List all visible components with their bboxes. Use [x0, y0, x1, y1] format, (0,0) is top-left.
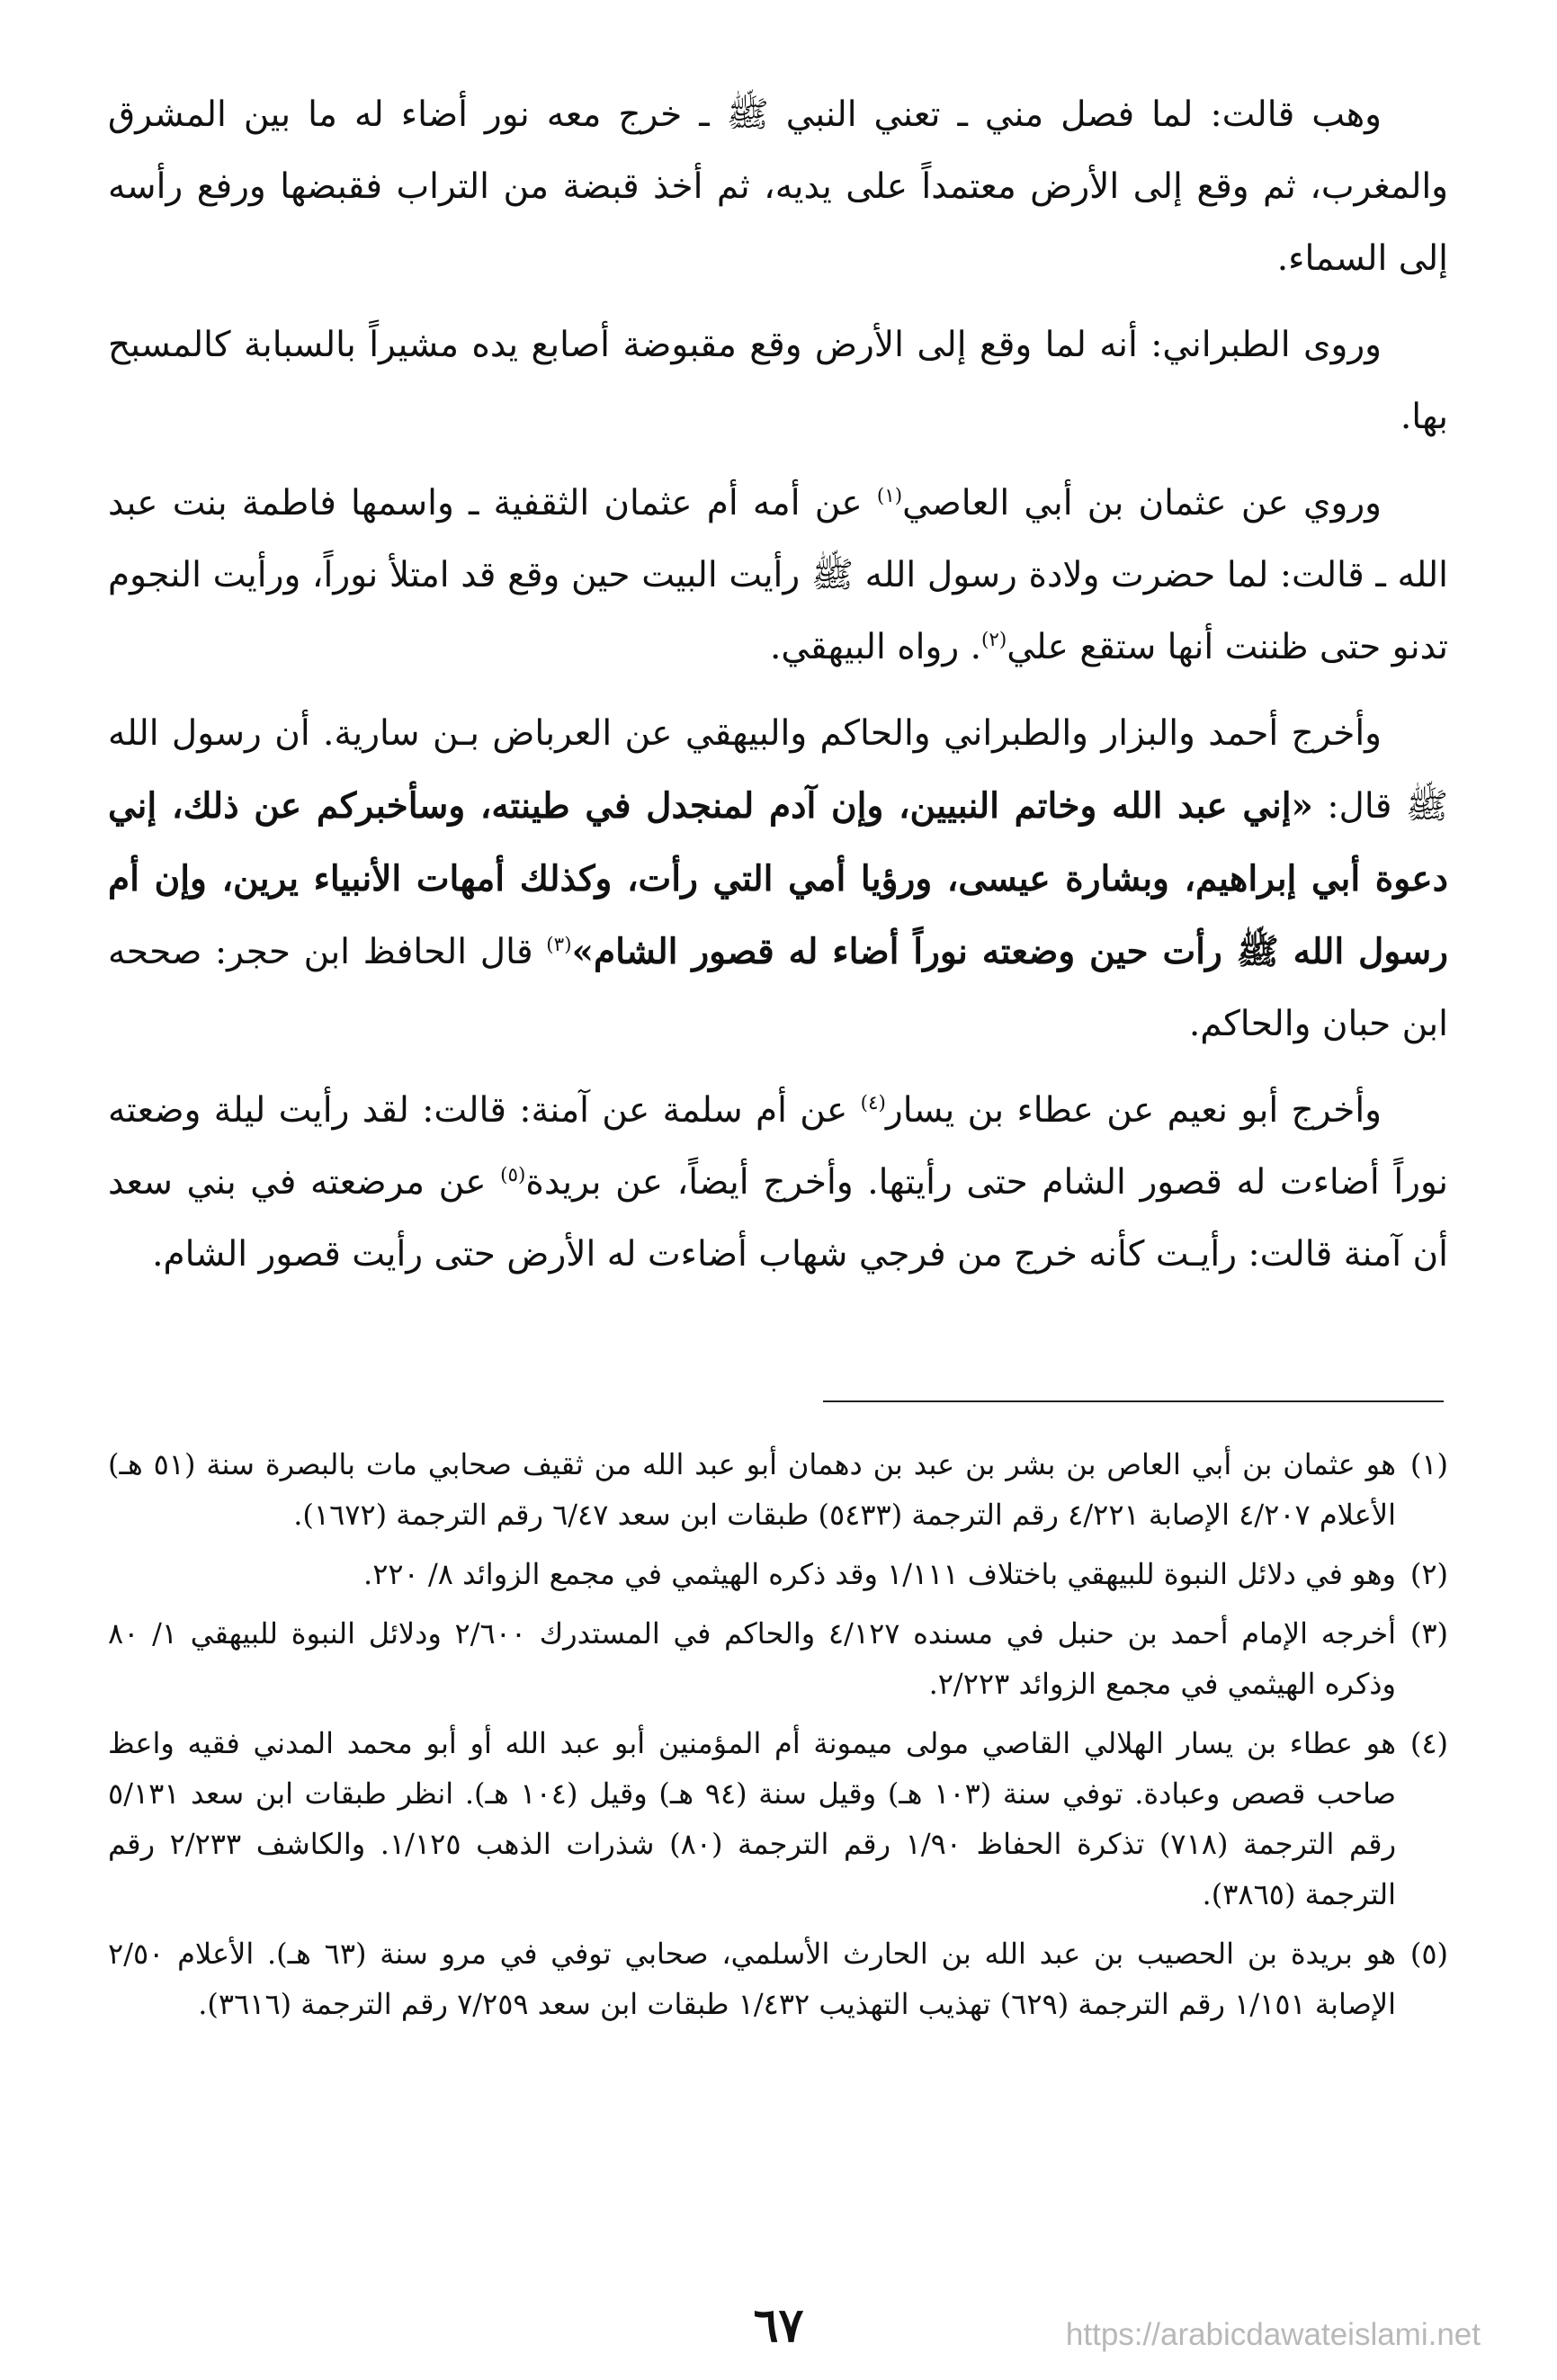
- paragraph-1: [108, 79, 1448, 295]
- paragraph-5: [108, 1075, 1448, 1291]
- paragraph-5-text-a: وأخرج أبو نعيم عن عطاء بن يسار: [885, 1090, 1382, 1131]
- paragraph-2: [108, 309, 1448, 453]
- footnote-ref-5[interactable]: (٥): [500, 1164, 526, 1186]
- footnote-number: (١): [1409, 1447, 1448, 1481]
- paragraph-5-text-b: عن أم سلمة عن آمنة: قالت: لقد رأيت ليلة وضعته نوراً أضاءت له قصور الشام حتى رأيتها. وأخرج أيضاً، عن بريدة: [108, 1090, 1449, 1203]
- footnote: [108, 1608, 1448, 1709]
- footnote-divider: [823, 1400, 1444, 1402]
- paragraph-2-text: وروى الطبراني: أنه لما وقع إلى الأرض وقع مقبوضة أصابع يده مشيراً بالسبابة كالمسبح بها.: [108, 325, 1448, 437]
- footnote-ref-4[interactable]: (٤): [860, 1092, 886, 1114]
- paragraph-5-text-c: عن مرضعته في بني سعد أن آمنة قالت: رأيـت كأنه خرج من فرجي شهاب أضاءت له الأرض حتى رأيت قصور الشام.: [108, 1162, 1448, 1275]
- footnote-number: (٢): [1409, 1557, 1448, 1591]
- footnote-ref-1[interactable]: (١): [876, 485, 903, 507]
- footnote-text: هو عثمان بن أبي العاص بن بشر بن عبد بن دهمان أبو عبد الله من ثقيف صحابي مات بالبصرة سنة (٥١ هـ) الأعلام ٤/٢٠٧ الإصابة ٤/٢٢١ رقم الترجمة (٥٤٣٣) طبقات ابن سعد ٦/٤٧ رقم الترجمة (١٦٧٢).: [108, 1447, 1397, 1532]
- footnote-text: أخرجه الإمام أحمد بن حنبل في مسنده ٤/١٢٧ والحاكم في المستدرك ٢/٦٠٠ ودلائل النبوة للبيهقي ١/ ٨٠ وذكره الهيثمي في مجمع الزوائد ٢/٢٢٣.: [108, 1616, 1397, 1701]
- page-number: ٦٧: [753, 2298, 804, 2353]
- watermark-url: https://arabicdawateislami.net: [1065, 2317, 1481, 2352]
- footnote-text: هو عطاء بن يسار الهلالي القاصي مولى ميمونة أم المؤمنين أبو عبد الله أو أبو محمد المدني فقيه واعظ صاحب قصص وعبادة. توفي سنة (١٠٣ هـ) وقيل سنة (٩٤ هـ) وقيل (١٠٤ هـ). انظر طبقات ابن سعد ٥/١٣١ رقم الترجمة (٧١٨) تذكرة الحفاظ ١/٩٠ رقم الترجمة (٨٠) شذرات الذهب ١/١٢٥. والكاشف ٢/٢٣٣ رقم الترجمة (٣٨٦٥).: [108, 1726, 1397, 1911]
- paragraph-3-text-b: عن أمه أم عثمان الثقفية ـ واسمها فاطمة بنت عبد الله ـ قالت: لما حضرت ولادة رسول الله ﷺ رأيت البيت حين وقع قد امتلأ نوراً، ورأيت النجوم تدنو حتى ظننت أنها ستقع علي: [108, 483, 1448, 667]
- footnote: [108, 1718, 1448, 1919]
- footnote: [108, 1549, 1448, 1599]
- paragraph-4: [108, 698, 1448, 1060]
- paragraph-3: [108, 468, 1448, 684]
- footnote: [108, 1928, 1448, 2029]
- paragraph-3-text-c: . رواه البيهقي.: [769, 627, 981, 667]
- paragraph-3-text-a: وروي عن عثمان بن أبي العاصي: [902, 483, 1383, 523]
- footnote-ref-2[interactable]: (٢): [980, 629, 1007, 651]
- footnote: [108, 1439, 1448, 1540]
- footnote-number: (٤): [1409, 1726, 1448, 1760]
- footnote-text: وهو في دلائل النبوة للبيهقي باختلاف ١/١١١ وقد ذكره الهيثمي في مجمع الزوائد ٨/ ٢٢٠.: [363, 1557, 1396, 1591]
- footnotes: [108, 1439, 1448, 2038]
- paragraph-1-text: وهب قالت: لما فصل مني ـ تعني النبي ﷺ ـ خرج معه نور أضاء له ما بين المشرق والمغرب، ثم وقع إلى الأرض معتمداً على يديه، ثم أخذ قبضة من التراب فقبضها ورفع رأسه إلى السماء.: [108, 94, 1448, 279]
- paragraph-4-text-b: قال الحافظ ابن حجر: صححه ابن حبان والحاكم.: [108, 932, 1448, 1044]
- main-text: [108, 79, 1448, 1305]
- footnote-number: (٥): [1409, 1937, 1448, 1971]
- footnote-ref-3[interactable]: (٣): [546, 934, 572, 956]
- footnote-text: هو بريدة بن الحصيب بن عبد الله بن الحارث الأسلمي، صحابي توفي في مرو سنة (٦٣ هـ). الأعلام ٢/٥٠ الإصابة ١/١٥١ رقم الترجمة (٦٢٩) تهذيب التهذيب ١/٤٣٢ طبقات ابن سعد ٧/٢٥٩ رقم الترجمة (٣٦١٦).: [108, 1937, 1397, 2021]
- paragraph-4-text-a: وأخرج أحمد والبزار والطبراني والحاكم والبيهقي عن العرباض بـن سارية. أن رسول الله ﷺ قال:: [108, 713, 1448, 827]
- hadith-quote: «إني عبد الله وخاتم النبيين، وإن آدم لمنجدل في طينته، وسأخبركم عن ذلك، إني دعوة أبي إبراهيم، وبشارة عيسى، ورؤيا أمي التي رأت، وكذلك أمهات الأنبياء يرين، وإن أم رسول الله ﷺ رأت حين وضعته نوراً أضاء له قصور الشام»: [108, 785, 1448, 972]
- footnote-number: (٣): [1409, 1616, 1448, 1651]
